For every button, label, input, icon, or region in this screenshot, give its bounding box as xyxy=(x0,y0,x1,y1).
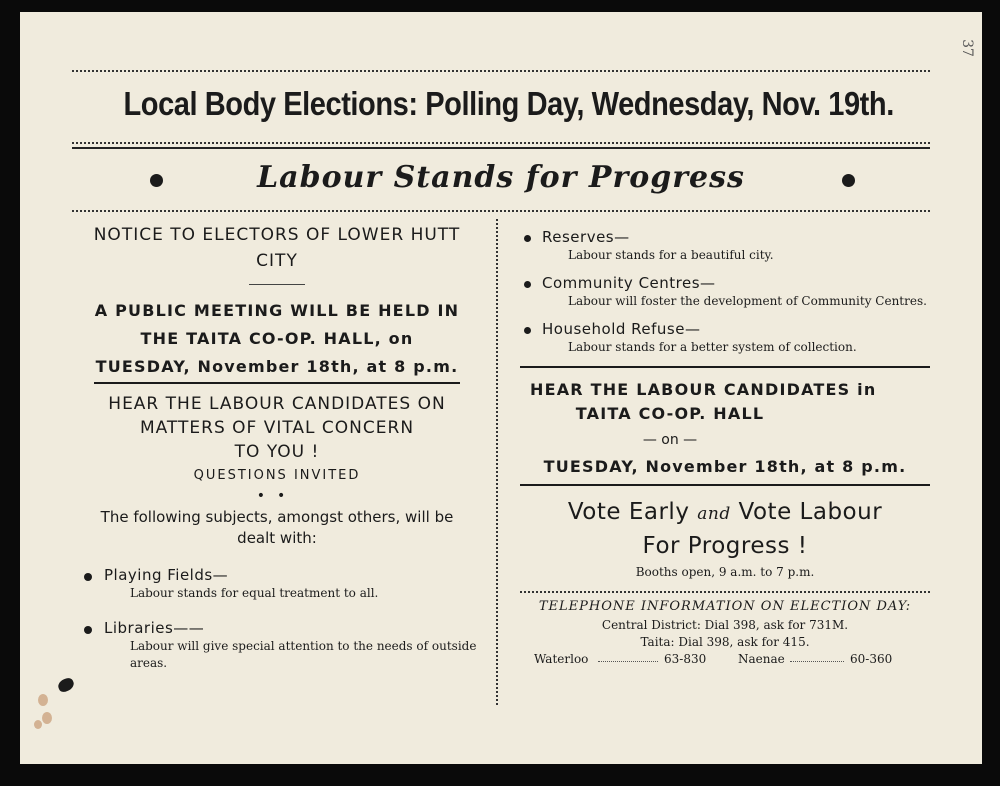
column-divider xyxy=(496,219,498,705)
meeting-line-2: THE TAITA CO-OP. HALL, on xyxy=(140,329,414,348)
vote-early: Vote Early xyxy=(567,499,690,525)
subject-title: Community Centres— xyxy=(542,274,716,292)
right-hear-line-1: HEAR THE LABOUR CANDIDATES in xyxy=(530,380,877,399)
subject-desc: Labour will give special attention to the needs of outside areas. xyxy=(130,639,477,670)
headline-solid-rule xyxy=(72,147,930,149)
top-dotted-rule xyxy=(72,70,930,72)
waterloo-leader xyxy=(598,651,658,662)
subject-title: Reserves— xyxy=(542,228,630,246)
right-column xyxy=(520,222,930,668)
subject-playing-fields xyxy=(72,565,482,602)
bullet-icon xyxy=(524,235,531,242)
naenae-leader xyxy=(790,651,844,662)
vote-line-1 xyxy=(520,496,930,530)
ink-blot xyxy=(56,676,76,694)
flyer-sheet xyxy=(20,12,982,764)
slogan-row xyxy=(72,160,930,200)
bullet-icon xyxy=(84,573,92,581)
subject-title: Playing Fields— xyxy=(104,566,229,584)
phone-taita: Taita: Dial 398, ask for 415. xyxy=(640,635,810,649)
right-rule-2 xyxy=(520,484,930,486)
slogan: Labour Stands for Progress xyxy=(257,160,745,195)
subject-desc: Labour stands for equal treatment to all. xyxy=(130,586,379,600)
stain xyxy=(42,712,52,724)
subject-household-refuse xyxy=(520,320,930,356)
phone-dotted-rule xyxy=(520,591,930,593)
waterloo-label: Waterloo xyxy=(534,652,589,666)
subjects-intro: The following subjects, amongst others, will be dealt with: xyxy=(100,508,454,547)
hear-line-3: TO YOU ! xyxy=(234,442,320,462)
subject-desc: Labour will foster the development of Community Centres. xyxy=(568,294,927,308)
slogan-dotted-rule xyxy=(72,210,930,212)
phone-title: TELEPHONE INFORMATION ON ELECTION DAY: xyxy=(538,599,912,614)
bullet-icon xyxy=(524,327,531,334)
bullet-icon xyxy=(84,626,92,634)
headline-dotted-rule xyxy=(72,142,930,144)
subject-community-centres xyxy=(520,274,930,310)
bullet-icon xyxy=(524,281,531,288)
questions-invited: QUESTIONS INVITED xyxy=(193,468,361,483)
right-rule-1 xyxy=(520,366,930,368)
stain xyxy=(34,720,42,729)
booths-open: Booths open, 9 a.m. to 7 p.m. xyxy=(635,565,815,579)
right-on: — on — xyxy=(642,432,698,448)
slogan-bullet-right xyxy=(842,174,855,187)
page-number: 37 xyxy=(958,39,975,57)
stain xyxy=(38,694,48,706)
notice-divider xyxy=(249,284,305,285)
vote-line-2: For Progress ! xyxy=(642,533,808,559)
subject-desc: Labour stands for a beautiful city. xyxy=(568,248,774,262)
naenae-label: Naenae xyxy=(738,652,785,666)
hear-line-1: HEAR THE LABOUR CANDIDATES ON xyxy=(108,394,446,414)
notice-heading: NOTICE TO ELECTORS OF LOWER HUTT CITY xyxy=(93,225,461,271)
subject-title: Household Refuse— xyxy=(542,320,701,338)
subject-reserves xyxy=(520,228,930,264)
headline: Local Body Elections: Polling Day, Wednesday, Nov. 19th. xyxy=(123,85,894,122)
meeting-line-1: A PUBLIC MEETING WILL BE HELD IN xyxy=(94,301,460,320)
vote-labour: Vote Labour xyxy=(738,499,883,525)
subject-desc: Labour stands for a better system of collection. xyxy=(568,340,857,354)
naenae-number: 60-360 xyxy=(850,652,893,666)
right-hear-line-2: TAITA CO-OP. HALL xyxy=(575,404,765,423)
ornament-dots: •• xyxy=(256,488,298,504)
subject-title: Libraries—— xyxy=(104,619,205,637)
hear-line-2: MATTERS OF VITAL CONCERN xyxy=(139,418,415,438)
subject-libraries xyxy=(72,618,482,672)
left-column xyxy=(72,222,482,672)
phone-central: Central District: Dial 398, ask for 731M. xyxy=(601,618,849,632)
waterloo-number: 63-830 xyxy=(664,652,707,666)
meeting-date: TUESDAY, November 18th, at 8 p.m. xyxy=(94,353,461,384)
vote-and: and xyxy=(697,504,731,524)
phone-numbers-row xyxy=(520,651,930,668)
right-meeting-date: TUESDAY, November 18th, at 8 p.m. xyxy=(543,457,907,476)
